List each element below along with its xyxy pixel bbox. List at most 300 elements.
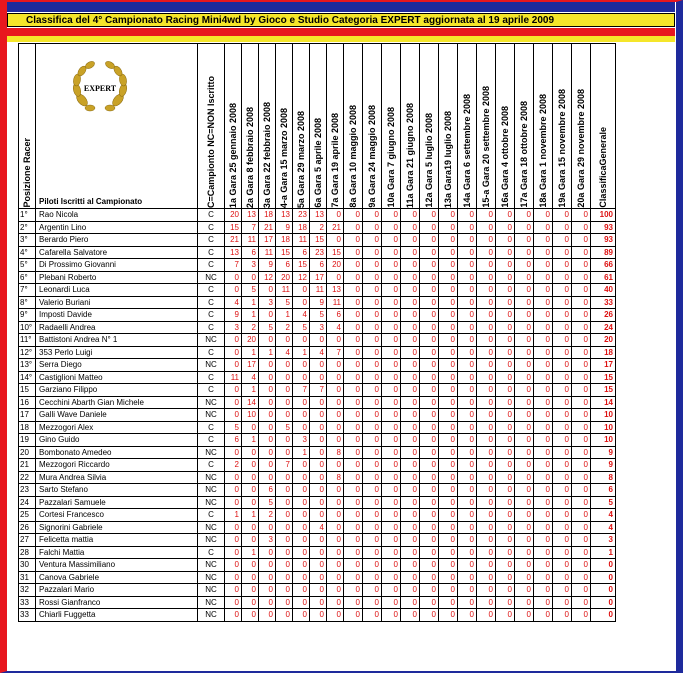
- total-score-cell: 0: [591, 559, 616, 572]
- race-score-cell: 0: [225, 409, 242, 422]
- race-score-cell: 0: [259, 309, 276, 322]
- race-score-cell: 0: [259, 459, 276, 472]
- race-score-cell: 0: [420, 396, 439, 409]
- table-row: [19, 609, 616, 622]
- race-score-cell: 0: [310, 434, 327, 447]
- total-score-cell: 6: [591, 484, 616, 497]
- race-score-cell: 21: [259, 221, 276, 234]
- race-score-cell: 0: [276, 496, 293, 509]
- race-score-cell: 0: [401, 309, 420, 322]
- racer-name-cell: Galli Wave Daniele: [36, 409, 198, 422]
- race-score-cell: 0: [327, 384, 344, 397]
- race-score-cell: 0: [259, 384, 276, 397]
- race-score-cell: 0: [327, 484, 344, 497]
- race-score-cell: 0: [477, 309, 496, 322]
- race-score-cell: 0: [477, 584, 496, 597]
- race-score-cell: 0: [572, 434, 591, 447]
- race-score-cell: 0: [439, 559, 458, 572]
- race-score-cell: 20: [276, 271, 293, 284]
- race-score-cell: 0: [572, 546, 591, 559]
- race-score-cell: 0: [477, 459, 496, 472]
- position-cell: 4°: [19, 246, 36, 259]
- race-score-cell: 1: [242, 546, 259, 559]
- race-score-cell: 0: [344, 334, 363, 347]
- race-score-cell: 0: [420, 346, 439, 359]
- race-score-cell: 0: [439, 521, 458, 534]
- race-score-cell: 0: [553, 609, 572, 622]
- race-score-cell: 0: [259, 446, 276, 459]
- race-score-cell: 0: [477, 446, 496, 459]
- race-score-cell: 0: [477, 346, 496, 359]
- race-score-cell: 23: [310, 246, 327, 259]
- header-race: 12a Gara 5 luglio 2008: [420, 44, 439, 209]
- position-cell: 30: [19, 559, 36, 572]
- race-score-cell: 0: [553, 234, 572, 247]
- race-score-cell: 9: [225, 309, 242, 322]
- race-score-cell: 0: [401, 284, 420, 297]
- race-score-cell: 0: [363, 384, 382, 397]
- race-score-cell: 18: [276, 234, 293, 247]
- total-score-cell: 33: [591, 296, 616, 309]
- race-score-cell: 0: [439, 209, 458, 222]
- race-score-cell: 0: [344, 309, 363, 322]
- table-row: [19, 446, 616, 459]
- race-score-cell: 0: [401, 571, 420, 584]
- race-score-cell: 0: [259, 396, 276, 409]
- race-score-cell: 0: [420, 409, 439, 422]
- race-score-cell: 0: [439, 296, 458, 309]
- race-score-cell: 0: [515, 259, 534, 272]
- race-score-cell: 0: [327, 396, 344, 409]
- race-score-cell: 0: [363, 334, 382, 347]
- race-score-cell: 5: [242, 284, 259, 297]
- header-total: ClassificaGenerale: [591, 44, 616, 209]
- race-score-cell: 0: [572, 234, 591, 247]
- category-cell: C: [198, 284, 225, 297]
- race-score-cell: 0: [420, 209, 439, 222]
- race-score-cell: 0: [225, 546, 242, 559]
- position-cell: 27: [19, 534, 36, 547]
- race-score-cell: 0: [363, 234, 382, 247]
- race-score-cell: 0: [572, 346, 591, 359]
- race-score-cell: 0: [458, 434, 477, 447]
- race-score-cell: 0: [496, 359, 515, 372]
- race-score-cell: 0: [310, 534, 327, 547]
- header-race: 7a Gara 19 aprile 2008: [327, 44, 344, 209]
- race-score-cell: 0: [439, 309, 458, 322]
- race-score-cell: 13: [327, 284, 344, 297]
- race-score-cell: 0: [382, 234, 401, 247]
- racer-name-cell: Chiarli Fuggetta: [36, 609, 198, 622]
- race-score-cell: 0: [259, 584, 276, 597]
- race-score-cell: 0: [458, 446, 477, 459]
- race-score-cell: 7: [276, 459, 293, 472]
- total-score-cell: 0: [591, 596, 616, 609]
- header-pilots: EXPERT Piloti Iscritti al Campionato: [36, 44, 198, 209]
- race-score-cell: 0: [515, 321, 534, 334]
- race-score-cell: 0: [420, 359, 439, 372]
- race-score-cell: 0: [259, 409, 276, 422]
- race-score-cell: 0: [276, 609, 293, 622]
- race-score-cell: 0: [515, 384, 534, 397]
- race-score-cell: 0: [439, 221, 458, 234]
- race-score-cell: 0: [496, 271, 515, 284]
- position-cell: 26: [19, 521, 36, 534]
- race-score-cell: 0: [242, 534, 259, 547]
- race-score-cell: 0: [553, 546, 572, 559]
- race-score-cell: 0: [420, 334, 439, 347]
- race-score-cell: 0: [327, 359, 344, 372]
- race-score-cell: 0: [496, 409, 515, 422]
- race-score-cell: 0: [293, 609, 310, 622]
- race-score-cell: 0: [515, 221, 534, 234]
- racer-name-cell: Argentin Lino: [36, 221, 198, 234]
- race-score-cell: 0: [572, 446, 591, 459]
- race-score-cell: 0: [439, 271, 458, 284]
- race-score-cell: 0: [458, 334, 477, 347]
- race-score-cell: 0: [401, 434, 420, 447]
- race-score-cell: 0: [477, 259, 496, 272]
- total-score-cell: 15: [591, 371, 616, 384]
- race-score-cell: 0: [534, 296, 553, 309]
- total-score-cell: 3: [591, 534, 616, 547]
- position-cell: 22: [19, 471, 36, 484]
- race-score-cell: 6: [259, 484, 276, 497]
- header-position: Posizione Racer: [19, 44, 36, 209]
- header-race: 19a Gara 15 novembre 2008: [553, 44, 572, 209]
- race-score-cell: 0: [534, 546, 553, 559]
- race-score-cell: 0: [496, 234, 515, 247]
- race-score-cell: 0: [420, 459, 439, 472]
- race-score-cell: 5: [310, 309, 327, 322]
- race-score-cell: 0: [477, 609, 496, 622]
- race-score-cell: 0: [259, 334, 276, 347]
- race-score-cell: 0: [259, 521, 276, 534]
- race-score-cell: 11: [293, 234, 310, 247]
- race-score-cell: 3: [259, 534, 276, 547]
- race-score-cell: 0: [572, 571, 591, 584]
- total-score-cell: 14: [591, 396, 616, 409]
- race-score-cell: 0: [363, 434, 382, 447]
- race-score-cell: 0: [242, 559, 259, 572]
- race-score-cell: 11: [276, 284, 293, 297]
- race-score-cell: 0: [420, 246, 439, 259]
- race-score-cell: 0: [496, 559, 515, 572]
- race-score-cell: 0: [458, 321, 477, 334]
- race-score-cell: 0: [242, 496, 259, 509]
- race-score-cell: 0: [515, 359, 534, 372]
- race-score-cell: 0: [477, 434, 496, 447]
- race-score-cell: 0: [225, 284, 242, 297]
- race-score-cell: 0: [382, 596, 401, 609]
- race-score-cell: 0: [363, 409, 382, 422]
- race-score-cell: 0: [553, 534, 572, 547]
- table-row: [19, 571, 616, 584]
- race-score-cell: 0: [496, 284, 515, 297]
- race-score-cell: 0: [310, 584, 327, 597]
- race-score-cell: 0: [293, 559, 310, 572]
- race-score-cell: 0: [242, 484, 259, 497]
- header-race: 6a Gara 5 aprile 2008: [310, 44, 327, 209]
- standings-body: [19, 209, 616, 622]
- race-score-cell: 0: [382, 209, 401, 222]
- race-score-cell: 0: [293, 546, 310, 559]
- total-score-cell: 9: [591, 446, 616, 459]
- race-score-cell: 0: [344, 271, 363, 284]
- race-score-cell: 4: [276, 346, 293, 359]
- race-score-cell: 0: [276, 571, 293, 584]
- race-score-cell: 15: [293, 259, 310, 272]
- race-score-cell: 0: [534, 309, 553, 322]
- position-cell: 1°: [19, 209, 36, 222]
- race-score-cell: 0: [420, 421, 439, 434]
- race-score-cell: 0: [534, 359, 553, 372]
- total-score-cell: 4: [591, 521, 616, 534]
- race-score-cell: 11: [327, 296, 344, 309]
- race-score-cell: 0: [477, 471, 496, 484]
- race-score-cell: 0: [515, 371, 534, 384]
- race-score-cell: 0: [363, 546, 382, 559]
- race-score-cell: 11: [225, 371, 242, 384]
- race-score-cell: 0: [458, 221, 477, 234]
- race-score-cell: 0: [572, 521, 591, 534]
- race-score-cell: 2: [259, 509, 276, 522]
- race-score-cell: 0: [553, 371, 572, 384]
- racer-name-cell: Pazzalari Mario: [36, 584, 198, 597]
- total-score-cell: 0: [591, 609, 616, 622]
- race-score-cell: 0: [477, 334, 496, 347]
- total-score-cell: 61: [591, 271, 616, 284]
- race-score-cell: 0: [401, 596, 420, 609]
- race-score-cell: 0: [534, 271, 553, 284]
- race-score-cell: 0: [420, 434, 439, 447]
- category-cell: C: [198, 296, 225, 309]
- race-score-cell: 0: [496, 596, 515, 609]
- race-score-cell: 0: [363, 559, 382, 572]
- race-score-cell: 0: [363, 509, 382, 522]
- race-score-cell: 0: [382, 471, 401, 484]
- race-score-cell: 1: [259, 346, 276, 359]
- race-score-cell: 0: [439, 496, 458, 509]
- race-score-cell: 0: [439, 346, 458, 359]
- race-score-cell: 17: [242, 359, 259, 372]
- race-score-cell: 0: [458, 409, 477, 422]
- race-score-cell: 0: [439, 396, 458, 409]
- race-score-cell: 0: [327, 609, 344, 622]
- total-score-cell: 100: [591, 209, 616, 222]
- race-score-cell: 0: [420, 384, 439, 397]
- header-race: 14a Gara 6 settembre 2008: [458, 44, 477, 209]
- race-score-cell: 2: [310, 221, 327, 234]
- table-row: [19, 234, 616, 247]
- total-score-cell: 17: [591, 359, 616, 372]
- race-score-cell: 0: [420, 534, 439, 547]
- red-band: [7, 28, 675, 36]
- race-score-cell: 1: [242, 309, 259, 322]
- race-score-cell: 0: [496, 471, 515, 484]
- race-score-cell: 0: [382, 584, 401, 597]
- race-score-cell: 0: [553, 334, 572, 347]
- position-cell: 28: [19, 546, 36, 559]
- race-score-cell: 0: [363, 271, 382, 284]
- race-score-cell: 0: [572, 471, 591, 484]
- race-score-cell: 0: [327, 584, 344, 597]
- race-score-cell: 0: [515, 521, 534, 534]
- position-cell: 31: [19, 571, 36, 584]
- race-score-cell: 0: [293, 334, 310, 347]
- race-score-cell: 0: [515, 246, 534, 259]
- race-score-cell: 0: [310, 559, 327, 572]
- race-score-cell: 0: [553, 434, 572, 447]
- race-score-cell: 0: [496, 309, 515, 322]
- race-score-cell: 0: [382, 384, 401, 397]
- race-score-cell: 0: [477, 596, 496, 609]
- race-score-cell: 0: [439, 384, 458, 397]
- race-score-cell: 0: [401, 584, 420, 597]
- race-score-cell: 0: [259, 471, 276, 484]
- race-score-cell: 0: [477, 234, 496, 247]
- race-score-cell: 8: [327, 446, 344, 459]
- table-row: [19, 459, 616, 472]
- race-score-cell: 0: [458, 246, 477, 259]
- race-score-cell: 0: [515, 559, 534, 572]
- race-score-cell: 0: [382, 246, 401, 259]
- race-score-cell: 0: [327, 496, 344, 509]
- race-score-cell: 0: [477, 296, 496, 309]
- race-score-cell: 0: [382, 321, 401, 334]
- race-score-cell: 0: [572, 459, 591, 472]
- race-score-cell: 0: [515, 446, 534, 459]
- race-score-cell: 0: [327, 571, 344, 584]
- race-score-cell: 0: [572, 584, 591, 597]
- race-score-cell: 0: [327, 459, 344, 472]
- race-score-cell: 0: [344, 534, 363, 547]
- race-score-cell: 0: [458, 584, 477, 597]
- race-score-cell: 0: [534, 346, 553, 359]
- race-score-cell: 2: [225, 459, 242, 472]
- race-score-cell: 0: [534, 421, 553, 434]
- race-score-cell: 0: [382, 309, 401, 322]
- racer-name-cell: Battistoni Andrea N° 1: [36, 334, 198, 347]
- race-score-cell: 0: [259, 359, 276, 372]
- position-cell: 20: [19, 446, 36, 459]
- racer-name-cell: Falchi Mattia: [36, 546, 198, 559]
- race-score-cell: 5: [276, 421, 293, 434]
- race-score-cell: 0: [382, 509, 401, 522]
- race-score-cell: 0: [553, 384, 572, 397]
- category-cell: C: [198, 221, 225, 234]
- race-score-cell: 0: [439, 284, 458, 297]
- race-score-cell: 0: [572, 534, 591, 547]
- laurel-wreath-icon: [68, 60, 132, 118]
- category-cell: NC: [198, 571, 225, 584]
- position-cell: 24: [19, 496, 36, 509]
- race-score-cell: 0: [420, 496, 439, 509]
- position-cell: 32: [19, 584, 36, 597]
- table-row: [19, 434, 616, 447]
- race-score-cell: 1: [242, 346, 259, 359]
- race-score-cell: 0: [401, 471, 420, 484]
- race-score-cell: 0: [534, 584, 553, 597]
- race-score-cell: 0: [477, 534, 496, 547]
- race-score-cell: 0: [496, 334, 515, 347]
- race-score-cell: 0: [439, 571, 458, 584]
- race-score-cell: 0: [242, 521, 259, 534]
- race-score-cell: 0: [496, 609, 515, 622]
- race-score-cell: 0: [225, 559, 242, 572]
- total-score-cell: 66: [591, 259, 616, 272]
- race-score-cell: 1: [242, 434, 259, 447]
- table-row: [19, 271, 616, 284]
- category-cell: C: [198, 434, 225, 447]
- race-score-cell: 0: [477, 359, 496, 372]
- category-cell: NC: [198, 409, 225, 422]
- race-score-cell: 0: [276, 409, 293, 422]
- position-cell: 5°: [19, 259, 36, 272]
- race-score-cell: 0: [344, 609, 363, 622]
- race-score-cell: 0: [344, 284, 363, 297]
- race-score-cell: 11: [310, 284, 327, 297]
- race-score-cell: 0: [382, 421, 401, 434]
- race-score-cell: 4: [310, 521, 327, 534]
- race-score-cell: 0: [310, 359, 327, 372]
- table-row: [19, 484, 616, 497]
- position-cell: 25: [19, 509, 36, 522]
- position-cell: 23: [19, 484, 36, 497]
- table-row: [19, 559, 616, 572]
- race-score-cell: 0: [534, 459, 553, 472]
- position-cell: 16: [19, 396, 36, 409]
- race-score-cell: 0: [420, 259, 439, 272]
- race-score-cell: 0: [420, 471, 439, 484]
- race-score-cell: 0: [515, 309, 534, 322]
- race-score-cell: 0: [382, 496, 401, 509]
- race-score-cell: 0: [553, 584, 572, 597]
- race-score-cell: 0: [344, 509, 363, 522]
- race-score-cell: 0: [572, 246, 591, 259]
- race-score-cell: 0: [553, 509, 572, 522]
- race-score-cell: 0: [534, 321, 553, 334]
- race-score-cell: 0: [439, 246, 458, 259]
- race-score-cell: 17: [310, 271, 327, 284]
- race-score-cell: 2: [242, 321, 259, 334]
- total-score-cell: 24: [591, 321, 616, 334]
- race-score-cell: 0: [225, 346, 242, 359]
- race-score-cell: 0: [344, 546, 363, 559]
- race-score-cell: 0: [276, 521, 293, 534]
- race-score-cell: 0: [363, 346, 382, 359]
- position-cell: 6°: [19, 271, 36, 284]
- race-score-cell: 0: [572, 396, 591, 409]
- race-score-cell: 0: [477, 246, 496, 259]
- race-score-cell: 0: [363, 584, 382, 597]
- race-score-cell: 0: [363, 371, 382, 384]
- race-score-cell: 0: [553, 321, 572, 334]
- race-score-cell: 0: [572, 259, 591, 272]
- table-row: [19, 584, 616, 597]
- race-score-cell: 0: [477, 521, 496, 534]
- race-score-cell: 0: [293, 584, 310, 597]
- table-row: [19, 209, 616, 222]
- race-score-cell: 0: [572, 296, 591, 309]
- race-score-cell: 0: [534, 571, 553, 584]
- race-score-cell: 0: [534, 534, 553, 547]
- category-cell: NC: [198, 396, 225, 409]
- race-score-cell: 0: [363, 484, 382, 497]
- table-row: [19, 346, 616, 359]
- race-score-cell: 0: [572, 384, 591, 397]
- race-score-cell: 0: [572, 209, 591, 222]
